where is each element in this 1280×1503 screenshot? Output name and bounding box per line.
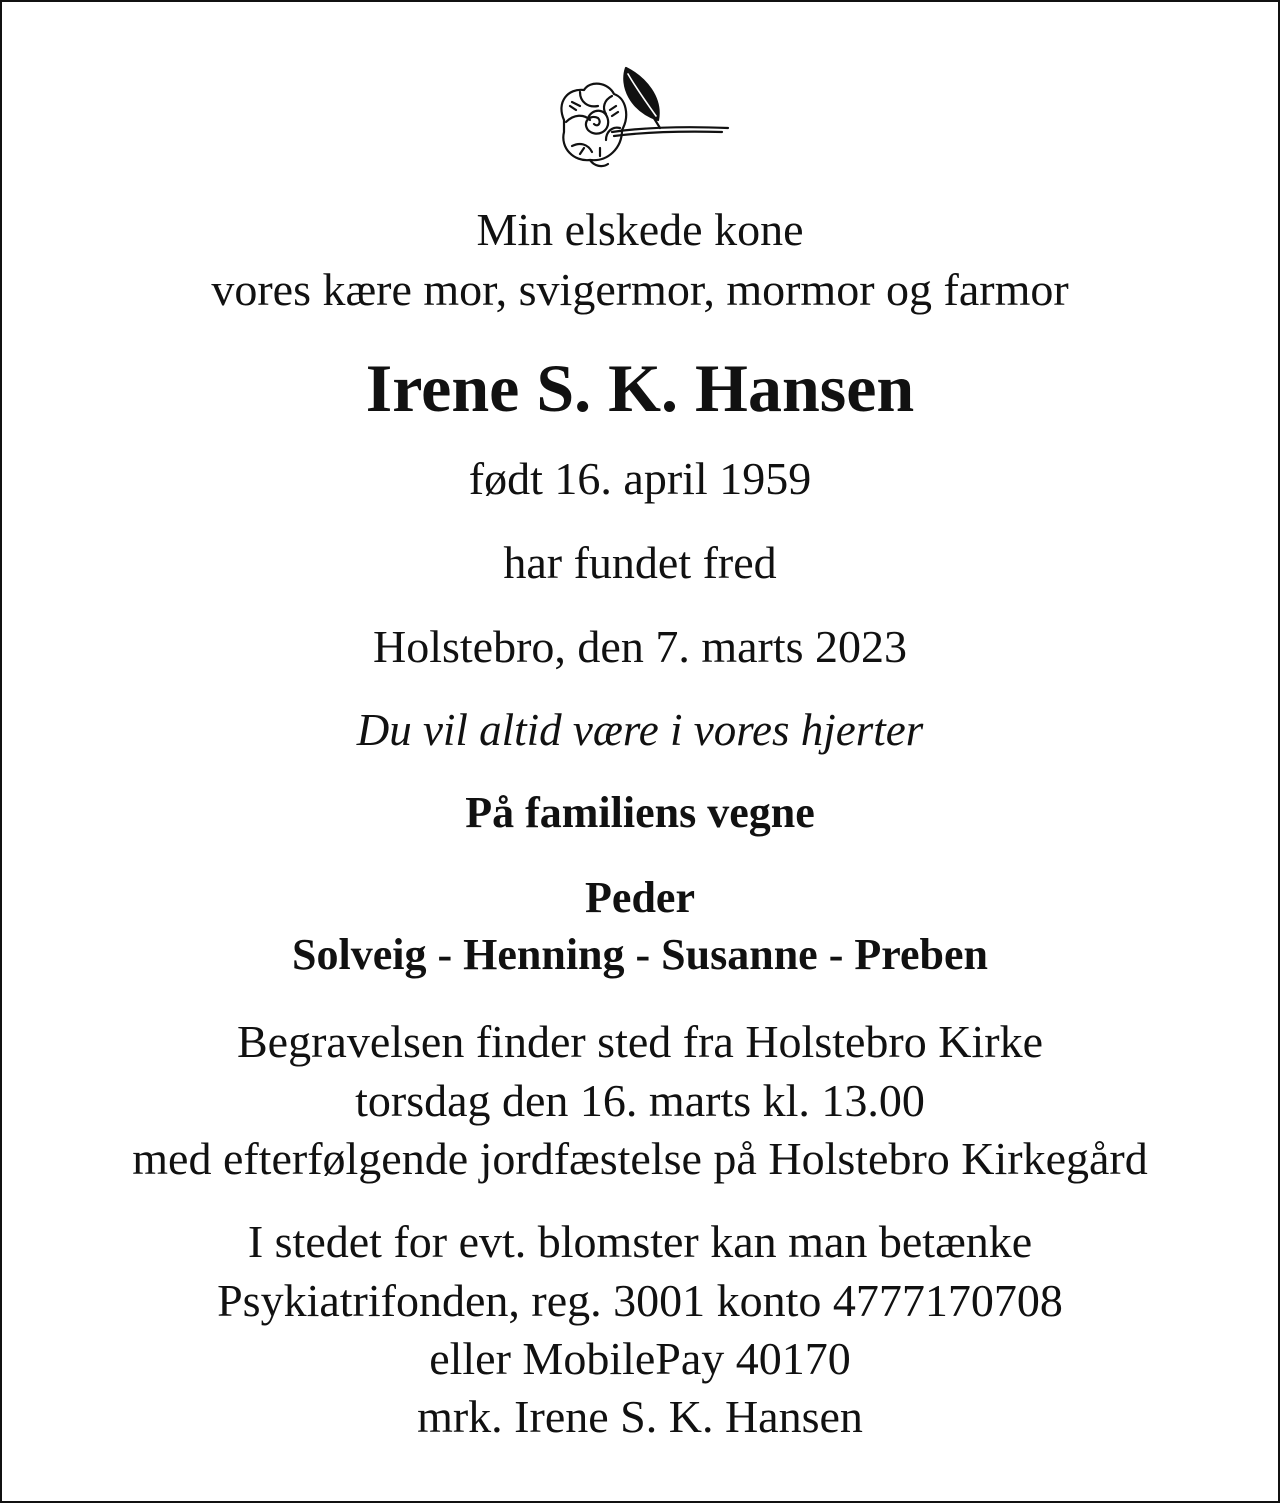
family-line-1: Peder [585, 873, 695, 922]
birth-date: født 16. april 1959 [468, 453, 812, 504]
place-and-date: Holstebro, den 7. marts 2023 [372, 621, 908, 672]
donation-line-2: Psykiatrifonden, reg. 3001 konto 4777170708 [217, 1275, 1063, 1326]
funeral-line-2: torsdag den 16. marts kl. 13.00 [355, 1075, 925, 1126]
family-line-2: Solveig - Henning - Susanne - Preben [292, 930, 988, 979]
intro-line-2: vores kære mor, svigermor, mormor og farmor [211, 264, 1069, 315]
deceased-name: Irene S. K. Hansen [365, 350, 915, 426]
donation-line-1: I stedet for evt. blomster kan man betænke [247, 1216, 1033, 1267]
intro-line-1: Min elskede kone [476, 204, 804, 255]
memorial-quote: Du vil altid være i vores hjerter [356, 705, 924, 755]
donation-line-3: eller MobilePay 40170 [429, 1333, 851, 1384]
family-heading: På familiens vegne [465, 788, 815, 837]
funeral-line-1: Begravelsen finder sted fra Holstebro Kirke [237, 1016, 1043, 1067]
passed-text: har fundet fred [503, 537, 777, 588]
rose-icon [550, 62, 734, 172]
donation-line-4: mrk. Irene S. K. Hansen [417, 1391, 863, 1442]
funeral-line-3: med efterfølgende jordfæstelse på Holstebro Kirkegård [132, 1133, 1148, 1184]
